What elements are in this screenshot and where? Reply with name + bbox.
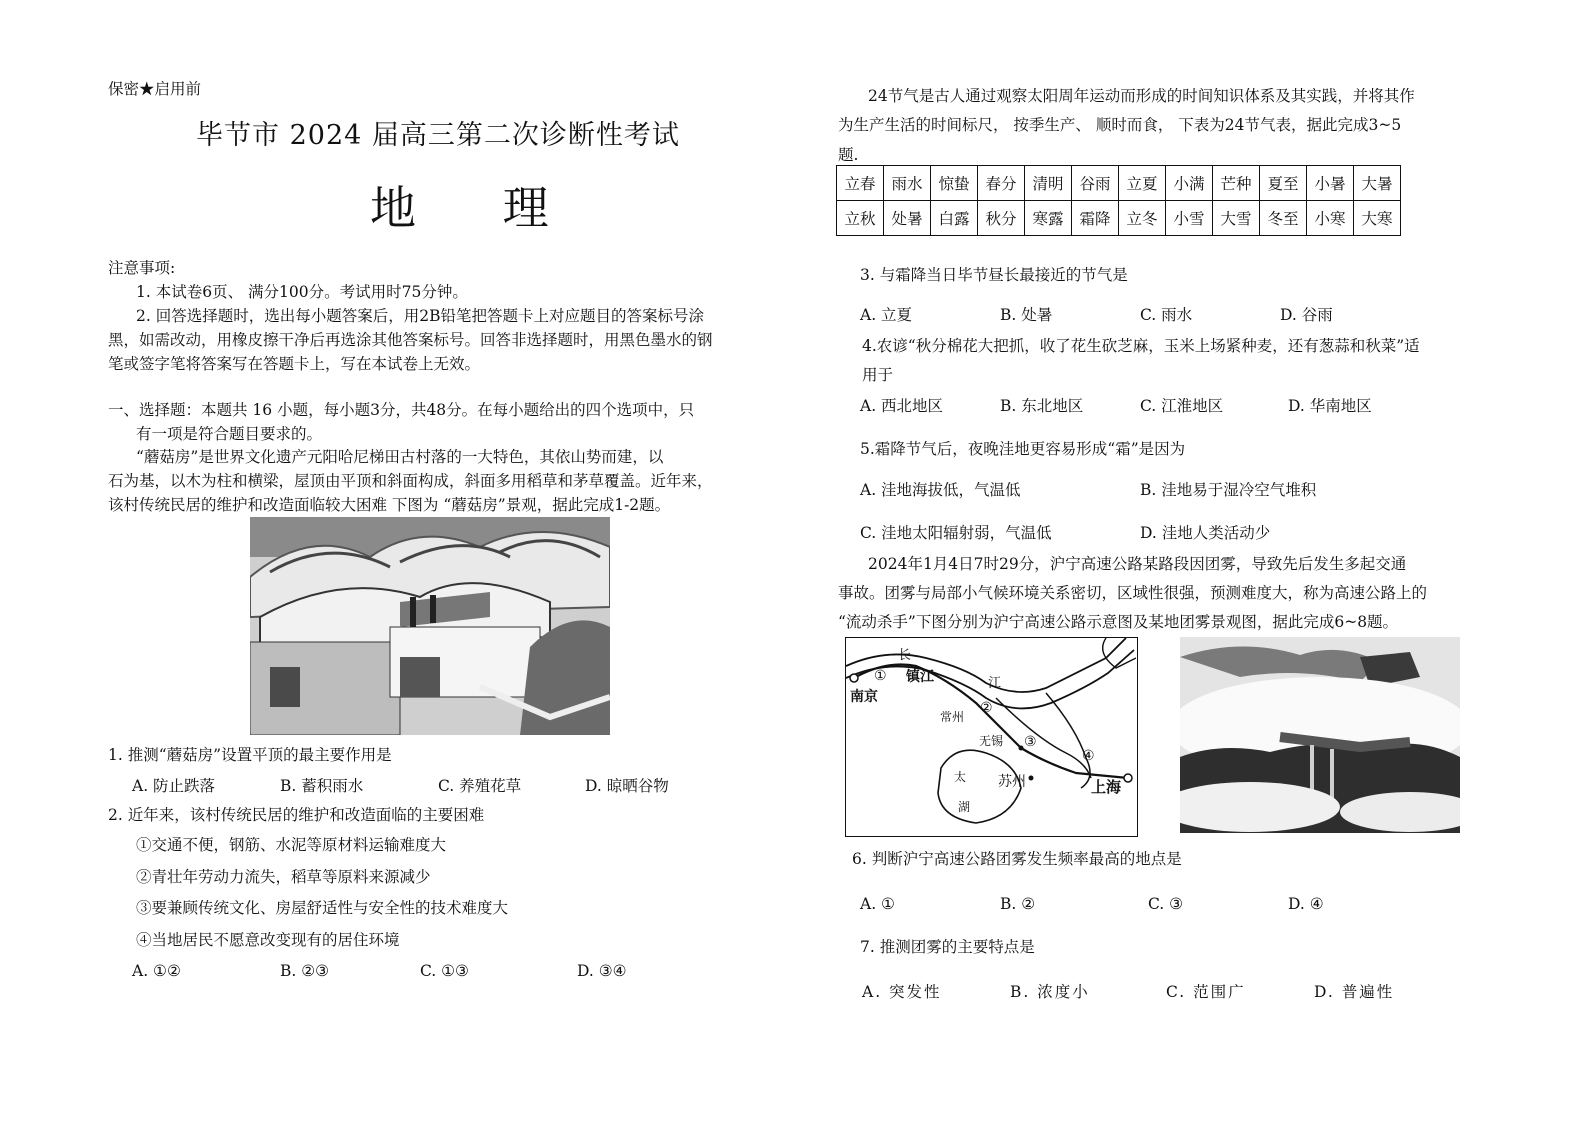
question-stem: 4.农谚“秋分棉花大把抓，收了花生砍芝麻，玉米上场紧种麦，还有葱蒜和秋菜”适: [862, 337, 1420, 355]
question-stem: 2. 近年来，该村传统民居的维护和改造面临的主要困难: [108, 806, 485, 824]
option-c: C. 雨水: [1140, 306, 1193, 324]
statement-3: ③要兼顾传统文化、房屋舒适性与安全性的技术难度大: [136, 899, 509, 917]
option-d: D. 华南地区: [1288, 397, 1372, 415]
confidential-label: 保密★启用前: [108, 80, 202, 98]
map-label-wuxi: 无锡: [979, 734, 1004, 748]
notice-item-2-cont: 黑，如需改动，用橡皮擦干净后再选涂其他答案标号。回答非选择题时，用黑色墨水的钢: [108, 331, 713, 349]
table-cell: 立夏: [1119, 166, 1166, 201]
passage-line: “流动杀手”下图分别为沪宁高速公路示意图及某地团雾景观图，据此完成6~8题。: [838, 613, 1399, 631]
highway-map: [845, 637, 1138, 837]
option-a: A. ①②: [132, 962, 181, 980]
notice-item-2-cont: 笔或签字笔将答案写在答题卡上，写在本试卷上无效。: [108, 355, 481, 373]
option-b: B. ②: [1000, 895, 1036, 913]
option-a: A. 立夏: [860, 306, 913, 324]
option-b: B. 蓄积雨水: [280, 777, 364, 795]
table-cell: 白露: [931, 201, 978, 236]
passage-line: 24节气是古人通过观察太阳周年运动而形成的时间知识体系及其实践，并将其作: [868, 87, 1415, 105]
table-cell: 秋分: [978, 201, 1025, 236]
option-b: B. 东北地区: [1000, 397, 1084, 415]
option-a: A. 突发性: [862, 983, 942, 1001]
map-label-jiang: 江: [988, 676, 1002, 691]
option-c: C. ③: [1148, 895, 1184, 913]
question-stem: 3. 与霜降当日毕节昼长最接近的节气是: [860, 266, 1128, 284]
map-marker-4: ④: [1082, 748, 1095, 764]
notice-item-1: 1. 本试卷6页、 满分100分。考试用时75分钟。: [136, 283, 468, 301]
table-cell: 惊蛰: [931, 166, 978, 201]
table-cell: 雨水: [884, 166, 931, 201]
passage-line: 2024年1月4日7时29分，沪宁高速公路某路段因团雾，导致先后发生多起交通: [868, 555, 1407, 573]
map-label-zhenjiang: 镇江: [906, 669, 934, 685]
option-d: D. ④: [1288, 895, 1324, 913]
option-a: A. 洼地海拔低，气温低: [860, 481, 1021, 499]
option-b: B. 处暑: [1000, 306, 1053, 324]
subject-title: 地 理: [370, 181, 585, 235]
notice-item-2: 2. 回答选择题时，选出每小题答案后，用2B铅笔把答题卡上对应题目的答案标号涂: [136, 307, 704, 325]
table-cell: 清明: [1025, 166, 1072, 201]
question-stem-cont: 用于: [862, 366, 894, 384]
map-label-hu: 湖: [958, 800, 971, 814]
table-cell: 小满: [1166, 166, 1213, 201]
solar-terms-table: [836, 165, 1401, 236]
option-b: B. 浓度小: [1010, 983, 1090, 1001]
option-a: A. 西北地区: [860, 397, 944, 415]
statement-1: ①交通不便，钢筋、水泥等原材料运输难度大: [136, 836, 447, 854]
table-cell: 立春: [837, 166, 884, 201]
table-row: [837, 166, 1401, 201]
passage-line: 该村传统民居的维护和改造面临较大困难 下图为 “蘑菇房”景观，据此完成1-2题。: [108, 496, 671, 514]
option-a: A. ①: [860, 895, 895, 913]
table-cell: 立冬: [1119, 201, 1166, 236]
table-cell: 霜降: [1072, 201, 1119, 236]
option-c: C. ①③: [420, 962, 469, 980]
question-stem: 5.霜降节气后，夜晚洼地更容易形成“霜”是因为: [860, 440, 1186, 458]
question-stem: 6. 判断沪宁高速公路团雾发生频率最高的地点是: [852, 850, 1182, 868]
table-cell: 夏至: [1260, 166, 1307, 201]
table-cell: 立秋: [837, 201, 884, 236]
table-cell: 大雪: [1213, 201, 1260, 236]
table-cell: 冬至: [1260, 201, 1307, 236]
map-marker-3: ③: [1024, 734, 1037, 750]
option-c: C. 范围广: [1166, 983, 1246, 1001]
section-line: 一、选择题：本题共 16 小题，每小题3分，共48分。在每小题给出的四个选项中，只: [108, 401, 695, 419]
table-cell: 小雪: [1166, 201, 1213, 236]
option-d: D. 谷雨: [1280, 306, 1333, 324]
table-cell: 芒种: [1213, 166, 1260, 201]
table-cell: 小暑: [1307, 166, 1354, 201]
statement-2: ②青壮年劳动力流失，稻草等原料来源减少: [136, 868, 431, 886]
passage-line: 为生产生活的时间标尺， 按季生产、 顺时而食， 下表为24节气表，据此完成3~5: [838, 116, 1402, 134]
map-label-chang: 长: [898, 648, 912, 663]
table-cell: 春分: [978, 166, 1025, 201]
option-d: D. ③④: [577, 962, 627, 980]
map-label-shanghai: 上海: [1091, 778, 1122, 796]
table-cell: 寒露: [1025, 201, 1072, 236]
notice-heading: 注意事项:: [108, 259, 176, 277]
question-stem: 1. 推测“蘑菇房”设置平顶的最主要作用是: [108, 746, 392, 764]
option-b: B. ②③: [280, 962, 330, 980]
section-line: 有一项是符合题目要求的。: [136, 425, 323, 443]
table-cell: 谷雨: [1072, 166, 1119, 201]
option-d: D. 洼地人类活动少: [1140, 524, 1271, 542]
table-cell: 小寒: [1307, 201, 1354, 236]
map-label-tai: 太: [954, 770, 967, 784]
map-label-suzhou: 苏州: [998, 774, 1026, 790]
option-d: D. 普遍性: [1314, 983, 1395, 1001]
table-cell: 处暑: [884, 201, 931, 236]
passage-line: 事故。团雾与局部小气候环境关系密切，区域性很强，预测难度大，称为高速公路上的: [838, 584, 1428, 602]
option-c: C. 洼地太阳辐射弱，气温低: [860, 524, 1052, 542]
map-label-nanjing: 南京: [850, 689, 878, 705]
table-cell: 大暑: [1354, 166, 1401, 201]
passage-line: 题.: [838, 146, 859, 164]
table-cell: 大寒: [1354, 201, 1401, 236]
option-d: D. 晾晒谷物: [585, 777, 669, 795]
option-c: C. 江淮地区: [1140, 397, 1224, 415]
mushroom-house-photo: [250, 517, 610, 735]
map-label-changzhou: 常州: [940, 710, 965, 724]
option-b: B. 洼地易于湿冷空气堆积: [1140, 481, 1317, 499]
option-c: C. 养殖花草: [438, 777, 522, 795]
option-a: A. 防止跌落: [132, 777, 216, 795]
passage-line: 石为基，以木为柱和横梁，屋顶由平顶和斜面构成，斜面多用稻草和茅草覆盖。近年来，: [108, 472, 713, 490]
exam-title: 毕节市 2024 届高三第二次诊断性考试: [196, 120, 680, 151]
statement-4: ④当地居民不愿意改变现有的居住环境: [136, 931, 400, 949]
passage-line: “蘑菇房”是世界文化遗产元阳哈尼梯田古村落的一大特色，其依山势而建，以: [136, 448, 664, 466]
map-marker-1: ①: [874, 668, 887, 684]
fog-photo: [1180, 637, 1460, 833]
table-row: [837, 201, 1401, 236]
map-marker-2: ②: [980, 700, 993, 716]
question-stem: 7. 推测团雾的主要特点是: [860, 938, 1035, 956]
